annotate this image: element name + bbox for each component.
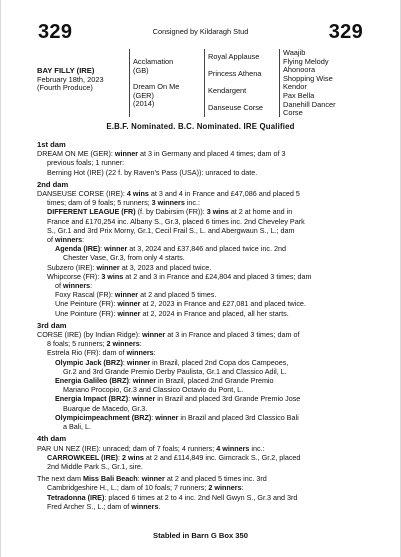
- produce-entry: DIFFERENT LEAGUE (FR) (f. by Dabirsim (FR)): 3 wins at 2 at home and in: [47, 207, 293, 217]
- pedigree-great-grandparents: [279, 49, 371, 117]
- pedigree-dam-country: (GER): [133, 90, 154, 100]
- second-dam-line: DANSEUSE CORSE (IRE): 4 wins at 3 and 4 in France and £47,086 and placed 5: [37, 189, 300, 199]
- pedigree-sire-sire: Royal Applause: [208, 52, 260, 61]
- produce-entry-cont: France and £170,254 inc. Albany S., Gr.3, placed 6 times inc. 2nd Cheveley Park: [47, 216, 305, 226]
- pedigree-gg-6: Pax Bella: [283, 91, 315, 100]
- consignor: Consigned by Kildaragh Stud: [152, 27, 249, 36]
- fourth-dam-heading: 4th dam: [37, 434, 67, 444]
- pedigree-horse: [37, 67, 123, 93]
- produce-entry-cont: Gr.2 and 3rd Grande Premio Derby Paulista, Gr.1 and Classico Adil, L.: [63, 366, 287, 376]
- produce-entry: Une Peinture (FR): winner at 2, 2023 in France and £27,081 and placed twice.: [55, 299, 306, 309]
- pedigree-grandparents: [204, 49, 278, 117]
- produce-entry: Une Pointure (FR): winner at 2, 2024 in France and placed, all her starts.: [55, 308, 289, 318]
- second-dam-heading: 2nd dam: [37, 179, 69, 189]
- pedigree-dam-dam: Danseuse Corse: [208, 103, 264, 112]
- produce-entry-cont: of winners:: [47, 235, 85, 245]
- stabling-info: Stabled in Barn G Box 350: [153, 531, 248, 540]
- lot-number-right: 329: [328, 21, 363, 43]
- produce-entry: Olympicimpeachment (BRZ): winner in Brazil and placed 3rd Classico Bali: [55, 412, 299, 422]
- produce-entry: CARROWKEEL (IRE): 2 wins at 2 and £114,849 inc. Gimcrack S., Gr.2, placed: [47, 452, 301, 462]
- produce-entry-cont: Fred Archer S., L.; dam of winners.: [47, 501, 161, 511]
- produce-entry: Agenda (IRE): winner at 3, 2024 and £37,846 and placed twice inc. 2nd: [55, 244, 286, 254]
- fourth-dam-line: PAR UN NEZ (IRE): unraced; dam of 7 foals; 4 runners; 4 winners inc.:: [37, 443, 265, 453]
- produce-entry-cont: 2nd Middle Park S., Gr.1, sire.: [47, 461, 143, 471]
- pedigree-dam-sire: Kendargent: [208, 86, 247, 95]
- produce-note: (Fourth Produce): [37, 83, 93, 93]
- produce-entry-cont: a Bali, L.: [63, 422, 91, 432]
- pedigree-gg-4: Shopping Wise: [283, 73, 333, 83]
- pedigree-gg-8: Corse: [283, 108, 303, 118]
- third-dam-line: 8 foals; 5 runners; 2 winners:: [47, 339, 142, 349]
- produce-entry-cont: of winners:: [55, 281, 93, 291]
- pedigree-gg-2: Flying Melody: [283, 56, 329, 66]
- pedigree-dam-year: (2014): [133, 99, 155, 109]
- lot-number-left: 329: [38, 21, 73, 43]
- pedigree-dam: Dream On Me: [133, 82, 180, 91]
- pedigree-gg-7: Danehill Dancer: [283, 99, 336, 109]
- pedigree-sire-dam: Princess Athena: [208, 69, 262, 78]
- pedigree-sire-country: (GB): [133, 65, 149, 75]
- page-border-left: [0, 0, 1, 557]
- produce-entry: Whipcorse (FR): 3 wins at 2 and 3 in France and £24,804 and placed 3 times; dam: [47, 271, 312, 281]
- produce-entry: Foxy Rascal (FR): winner at 2 and placed 5 times.: [55, 290, 217, 300]
- pedigree-gg-3: Ahonoora: [283, 65, 316, 75]
- next-dam-line: Cambridgeshire H., L.; dam of 10 foals; 7 runners; 2 winners:: [47, 483, 244, 493]
- pedigree-gg-5: Kendor: [283, 82, 307, 92]
- sex-line: BAY FILLY (IRE): [37, 66, 95, 75]
- third-dam-line: CORSE (IRE) (by Indian Ridge): winner at 3 in France and placed 3 times; dam of: [37, 330, 300, 340]
- first-dam-produce: Berning Hot (IRE) (22 f. by Raven's Pass (USA)): unraced to date.: [47, 167, 258, 177]
- produce-entry: Energia Impact (BRZ): winner in Brazil and placed 3rd Grande Premio Jose: [55, 394, 301, 404]
- produce-entry-cont: Chester Vase, Gr.3, from only 4 starts.: [63, 253, 185, 263]
- pedigree-details: [37, 137, 367, 511]
- second-dam-line: times; dam of 9 foals; 5 runners; 3 winners inc.:: [47, 198, 201, 208]
- next-dam-line: The next dam Miss Bali Beach: winner at 2 and placed 5 times inc. 3rd: [37, 474, 267, 484]
- produce-entry: Subzero (IRE): winner at 3, 2023 and placed twice.: [47, 262, 212, 272]
- produce-entry: Energia Galileo (BRZ): winner in Brazil, placed 2nd Grande Premio: [55, 376, 274, 386]
- pedigree-table: [37, 49, 367, 117]
- pedigree-gg-1: Waajib: [283, 48, 306, 57]
- nominations-line: E.B.F. Nominated. B.C. Nominated. IRE Qualified: [106, 122, 295, 131]
- first-dam-line: previous foals; 1 runner:: [47, 158, 125, 168]
- pedigree-parents: [129, 49, 205, 117]
- foaling-date: February 18th, 2023: [37, 74, 104, 84]
- first-dam-line: DREAM ON ME (GER): winner at 3 in Germany and placed 4 times; dam of 3: [37, 149, 286, 159]
- produce-entry-cont: Buarque de Macedo, Gr.3.: [63, 403, 148, 413]
- pedigree-sire: Acclamation: [133, 57, 174, 66]
- first-dam-heading: 1st dam: [37, 140, 66, 149]
- third-dam-heading: 3rd dam: [37, 320, 67, 330]
- produce-entry: Olympic Jack (BRZ): winner in Brazil, placed 2nd Copa dos Campeoes,: [55, 357, 289, 367]
- produce-entry: Tetradonna (IRE): placed 6 times at 2 to 4 inc. 2nd Nell Gwyn S., Gr.3 and 3rd: [47, 492, 298, 502]
- produce-entry-cont: Mariano Procopio, Gr.3 and Classico Octavio du Pont, L.: [63, 385, 244, 395]
- produce-entry-cont: S., Gr.1 and 3rd Prix Morny, Gr.1, Cecil Frail S., L. and Abergwaun S., L.; dam: [47, 225, 295, 235]
- produce-entry: Estrela Rio (FR): dam of winners:: [47, 348, 156, 358]
